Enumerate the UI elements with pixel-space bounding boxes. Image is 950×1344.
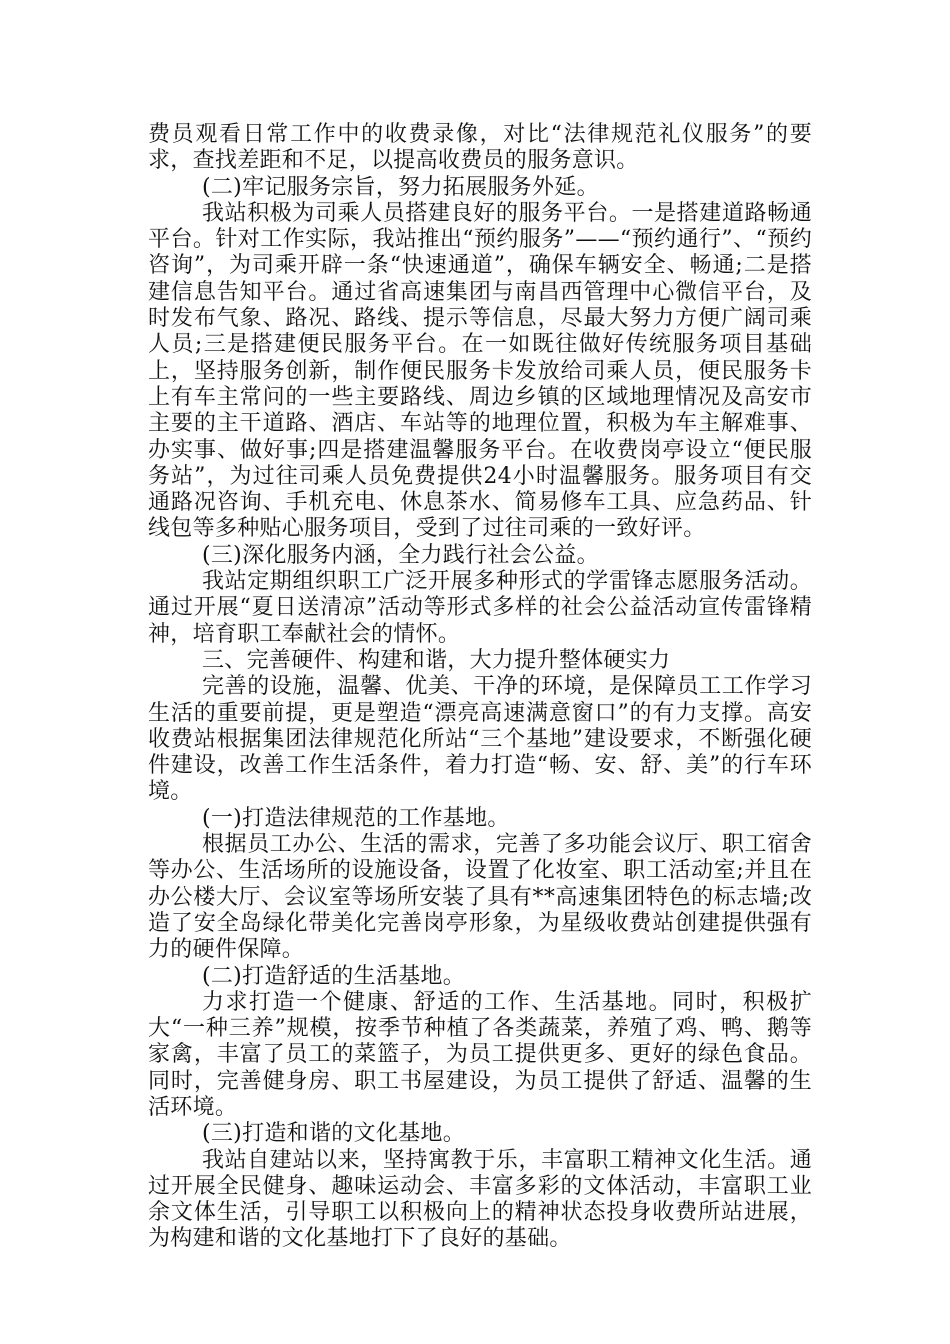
paragraph-living-base: 力求打造一个健康、舒适的工作、生活基地。同时，积极扩大“一种三养”规模，按季节种植了各类蔬菜，养殖了鸡、鸭、鹅等家禽，丰富了员工的菜篮子，为员工提供更多、更好的绿色食品。同时，完善健身房、职工书屋建设，为员工提供了舒适、温馨的生活环境。	[148, 989, 812, 1120]
paragraph-work-base: 根据员工办公、生活的需求，完善了多功能会议厅、职工宿舍等办公、生活场所的设施设备，设置了化妆室、职工活动室;并且在办公楼大厅、会议室等场所安装了具有**高速集团特色的标志墙;改造了安全岛绿化带美化完善岗亭形象，为星级收费站创建提供强有力的硬件保障。	[148, 832, 812, 963]
paragraph-culture-base: 我站自建站以来，坚持寓教于乐，丰富职工精神文化生活。通过开展全民健身、趣味运动会、丰富多彩的文体活动，丰富职工业余文体生活，引导职工以积极向上的精神状态投身收费所站进展，为构建和谐的文化基地打下了良好的基础。	[148, 1147, 812, 1252]
paragraph-service-platforms: 我站积极为司乘人员搭建良好的服务平台。一是搭建道路畅通平台。针对工作实际，我站推出“预约服务”——“预约通行”、“预约咨询”，为司乘开辟一条“快速通道”，确保车辆安全、畅通;二是搭建信息告知平台。通过省高速集团与南昌西管理中心微信平台，及时发布气象、路况、路线、提示等信息，尽最大努力方便广阔司乘人员;三是搭建便民服务平台。在一如既往做好传统服务项目基础上，坚持服务创新，制作便民服务卡发放给司乘人员，便民服务卡上有车主常问的一些主要路线、周边乡镇的区域地理情况及高安市主要的主干道路、酒店、车站等的地理位置，积极为车主解难事、办实事、做好事;四是搭建温馨服务平台。在收费岗亭设立“便民服务站”，为过往司乘人员免费提供24小时温馨服务。服务项目有交通路况咨询、手机充电、休息茶水、简易修车工具、应急药品、针线包等多种贴心服务项目，受到了过往司乘的一致好评。	[148, 200, 812, 542]
subheading-public-welfare: (三)深化服务内涵，全力践行社会公益。	[202, 542, 599, 568]
paragraph-continuation: 费员观看日常工作中的收费录像，对比“法律规范礼仪服务”的要求，查找差距和不足，以提高收费员的服务意识。	[148, 122, 812, 174]
subheading-living-base: (二)打造舒适的生活基地。	[202, 963, 466, 989]
paragraph-volunteer-activities: 我站定期组织职工广泛开展多种形式的学雷锋志愿服务活动。通过开展“夏日送清凉”活动等形式多样的社会公益活动宣传雷锋精神，培育职工奉献社会的情怀。	[148, 569, 812, 647]
subheading-service-purpose: (二)牢记服务宗旨，努力拓展服务外延。	[202, 174, 599, 200]
section-heading-hardware: 三、完善硬件、构建和谐，大力提升整体硬实力	[202, 647, 671, 673]
paragraph-facilities: 完善的设施，温馨、优美、干净的环境，是保障员工工作学习生活的重要前提，更是塑造“漂亮高速满意窗口”的有力支撑。高安收费站根据集团法律规范化所站“三个基地”建设要求，不断强化硬件建设，改善工作生活条件，着力打造“畅、安、舒、美”的行车环境。	[148, 674, 812, 805]
subheading-culture-base: (三)打造和谐的文化基地。	[202, 1121, 466, 1147]
document-body	[148, 122, 812, 1253]
subheading-work-base: (一)打造法律规范的工作基地。	[202, 805, 510, 831]
